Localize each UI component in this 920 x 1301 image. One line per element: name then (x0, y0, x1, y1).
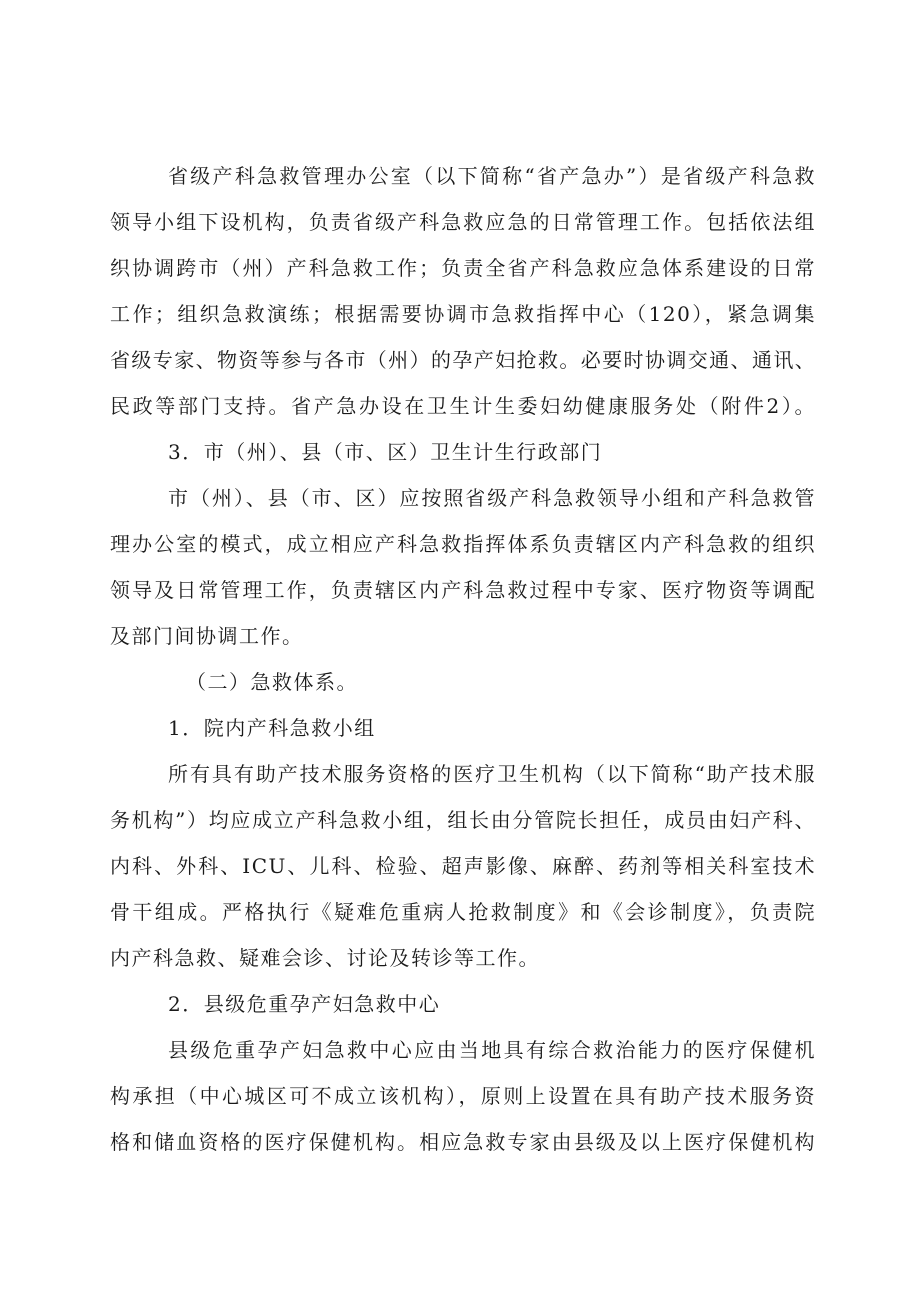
paragraph-4-line-1: 县级危重孕产妇急救中心应由当地具有综合救治能力的医疗保健机 (168, 1038, 816, 1062)
paragraph-4-line-2: 构承担（中心城区可不成立该机构），原则上设置在具有助产技术服务资 (110, 1084, 816, 1108)
paragraph-2-line-2: 理办公室的模式，成立相应产科急救指挥体系负责辖区内产科急救的组织 (110, 532, 816, 556)
heading-city-county-departments: 3．市（州）、县（市、区）卫生计生行政部门 (168, 440, 603, 464)
paragraph-1-line-5: 省级专家、物资等参与各市（州）的孕产妇抢救。必要时协调交通、通讯、 (110, 348, 816, 372)
paragraph-3-line-5: 内产科急救、疑难会诊、讨论及转诊等工作。 (110, 946, 540, 970)
paragraph-2-line-3: 领导及日常管理工作，负责辖区内产科急救过程中专家、医疗物资等调配 (110, 578, 816, 602)
heading-hospital-rescue-team: 1．院内产科急救小组 (168, 716, 376, 740)
section-emergency-system: （二）急救体系。 (186, 670, 358, 694)
heading-county-rescue-center: 2．县级危重孕产妇急救中心 (168, 992, 441, 1016)
paragraph-3-line-2: 务机构”）均应成立产科急救小组，组长由分管院长担任，成员由妇产科、 (110, 808, 816, 832)
paragraph-1-line-4: 工作；组织急救演练；根据需要协调市急救指挥中心（120），紧急调集 (110, 302, 816, 326)
paragraph-2-line-1: 市（州）、县（市、区）应按照省级产科急救领导小组和产科急救管 (168, 486, 816, 510)
paragraph-4-line-3: 格和储血资格的医疗保健机构。相应急救专家由县级及以上医疗保健机构 (110, 1130, 816, 1154)
paragraph-1-line-1: 省级产科急救管理办公室（以下简称“省产急办”）是省级产科急救 (168, 164, 816, 188)
paragraph-3-line-3: 内科、外科、ICU、儿科、检验、超声影像、麻醉、药剂等相关科室技术 (110, 854, 816, 878)
paragraph-1-line-3: 织协调跨市（州）产科急救工作；负责全省产科急救应急体系建设的日常 (110, 256, 816, 280)
paragraph-3-line-1: 所有具有助产技术服务资格的医疗卫生机构（以下简称“助产技术服 (168, 762, 816, 786)
paragraph-1-line-6: 民政等部门支持。省产急办设在卫生计生委妇幼健康服务处（附件2）。 (110, 394, 816, 418)
paragraph-1-line-2: 领导小组下设机构，负责省级产科急救应急的日常管理工作。包括依法组 (110, 210, 816, 234)
paragraph-3-line-4: 骨干组成。严格执行《疑难危重病人抢救制度》和《会诊制度》，负责院 (110, 900, 816, 924)
paragraph-2-line-4: 及部门间协调工作。 (110, 624, 304, 648)
